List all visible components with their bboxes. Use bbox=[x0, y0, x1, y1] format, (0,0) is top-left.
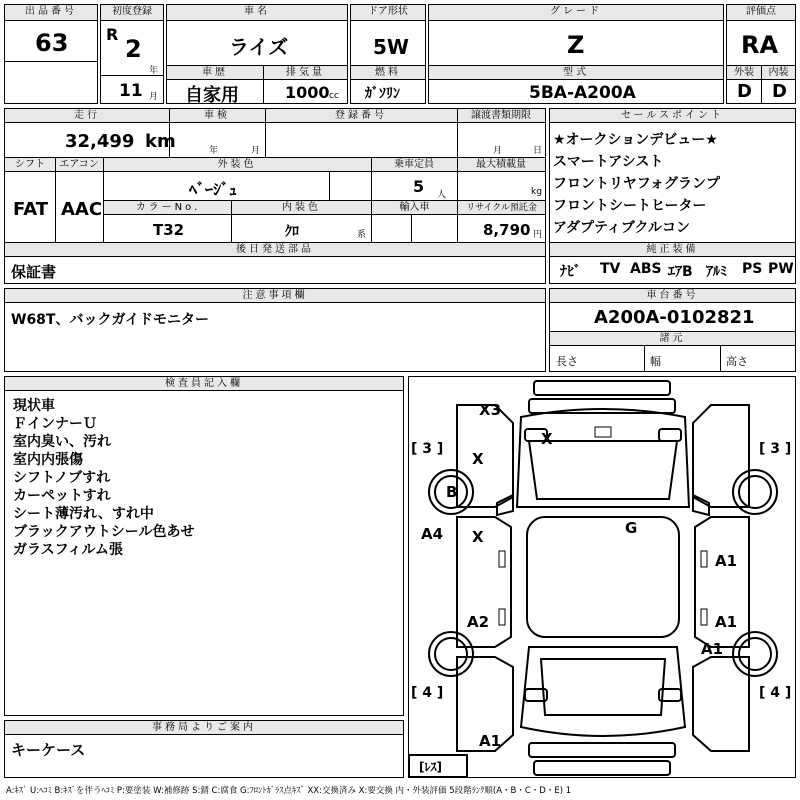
equipment-abs: ABS bbox=[630, 261, 662, 277]
chassis-number: A200A-0102821 bbox=[594, 307, 755, 328]
shipping-label: 後日発送部品 bbox=[5, 243, 545, 257]
damage-mark: A1 bbox=[715, 613, 738, 631]
damage-mark: A1 bbox=[701, 640, 724, 658]
damage-mark: X3 bbox=[479, 401, 502, 419]
damage-mark: X bbox=[472, 450, 484, 468]
notes-box bbox=[4, 288, 546, 372]
reg-no-label: 登録番号 bbox=[265, 109, 457, 123]
recycle-label: リサイクル預託金 bbox=[458, 201, 545, 215]
equipment-ps: PS bbox=[742, 261, 763, 277]
inspector-item: ガラスフィルム張 bbox=[13, 542, 123, 558]
selling-point: ★オークションデビュー★ bbox=[553, 132, 718, 148]
transfer-label: 譲渡書類期限 bbox=[457, 109, 545, 123]
selling-points-box bbox=[549, 108, 796, 284]
equipment-airbag: ｴｱB bbox=[668, 264, 693, 280]
model-label: 型式 bbox=[429, 66, 723, 80]
height-label: 高さ bbox=[726, 355, 748, 368]
tire-front-left: [ 3 ] bbox=[411, 441, 444, 457]
tire-rear-right: [ 4 ] bbox=[759, 685, 792, 701]
int-color: ｸﾛ bbox=[285, 224, 299, 240]
interior-label: 内装 bbox=[762, 66, 795, 80]
car-name: ライズ bbox=[229, 35, 289, 59]
office-text: キーケース bbox=[11, 741, 86, 759]
grade-label: グレード bbox=[429, 5, 723, 21]
tire-front-right: [ 3 ] bbox=[759, 441, 792, 457]
displacement-label: 排気量 bbox=[264, 66, 347, 80]
car-outline bbox=[409, 377, 797, 779]
damage-mark: X bbox=[472, 528, 484, 546]
spare-tire: [ﾚｽ] bbox=[419, 760, 442, 774]
door-box bbox=[350, 4, 426, 104]
displacement: 1000 bbox=[285, 83, 330, 102]
capacity: 5 bbox=[413, 177, 425, 196]
recycle-unit: 円 bbox=[533, 230, 543, 240]
model: 5BA-A200A bbox=[529, 83, 636, 103]
office-box bbox=[4, 720, 404, 778]
color-no: T32 bbox=[153, 221, 185, 239]
transfer-day-unit: 日 bbox=[533, 146, 543, 156]
damage-mark: X bbox=[541, 430, 553, 448]
inspector-label: 検査員記入欄 bbox=[5, 377, 403, 391]
ext-color: ﾍﾞｰｼﾞｭ bbox=[189, 180, 238, 199]
equipment-tv: TV bbox=[600, 261, 621, 277]
mileage-unit: km bbox=[145, 131, 176, 152]
damage-mark: A1 bbox=[479, 732, 502, 750]
shift: FAT bbox=[13, 199, 49, 220]
history: 自家用 bbox=[185, 85, 239, 106]
inspector-item: 室内臭い、汚れ bbox=[13, 434, 111, 450]
chassis-label: 車台番号 bbox=[550, 289, 795, 303]
max-load-unit: kg bbox=[531, 187, 542, 197]
damage-mark: A1 bbox=[715, 552, 738, 570]
capacity-unit: 人 bbox=[437, 190, 447, 200]
max-load-label: 最大積載量 bbox=[457, 158, 545, 172]
selling-point: フロントリヤフォグランプ bbox=[553, 176, 721, 192]
mileage: 32,499 bbox=[65, 131, 135, 152]
score-label: 評価点 bbox=[727, 5, 795, 21]
equipment-label: 純正装備 bbox=[550, 243, 795, 257]
grade: Z bbox=[567, 31, 585, 59]
ac-label: エアコン bbox=[55, 158, 103, 172]
reg-month: 11 bbox=[119, 81, 143, 101]
inspector-item: 室内内張傷 bbox=[13, 452, 83, 468]
width-label: 幅 bbox=[650, 355, 661, 368]
import-label: 輸入車 bbox=[372, 201, 457, 215]
shipping: 保証書 bbox=[11, 263, 57, 281]
lot-box bbox=[4, 4, 98, 104]
reg-year: 2 bbox=[125, 35, 142, 63]
transfer-month-unit: 月 bbox=[493, 146, 503, 156]
legend: A:ｷｽﾞ U:ﾍｺﾐ B:ｷｽﾞを伴うﾍｺﾐ P:要塗装 W:補修跡 S:錆 C:腐食 G:ﾌﾛﾝﾄｶﾞﾗｽ点ｷｽﾞ XX:交換済み X:要交換 内・外装評価 5段階ﾗﾝｸ順(A・B・C・D・E) 1 bbox=[6, 786, 572, 796]
chassis-box bbox=[549, 288, 796, 372]
first-registration-box bbox=[100, 4, 164, 104]
first-reg-label: 初度登録 bbox=[101, 5, 163, 21]
damage-mark: B bbox=[446, 483, 458, 501]
inspector-item: カーペットすれ bbox=[13, 488, 111, 504]
lot-number: 63 bbox=[35, 29, 69, 57]
details-box bbox=[4, 108, 546, 284]
office-label: 事務局よりご案内 bbox=[5, 721, 403, 735]
door-type: 5W bbox=[373, 35, 409, 59]
inspector-item: ＦインナーＵ bbox=[13, 416, 97, 432]
capacity-label: 乗車定員 bbox=[371, 158, 457, 172]
exterior-score: D bbox=[737, 81, 752, 102]
int-color-label: 内装色 bbox=[232, 201, 371, 215]
inspection-month-unit: 月 bbox=[251, 146, 261, 156]
int-color-unit: 系 bbox=[357, 230, 367, 240]
inspection-year-unit: 年 bbox=[209, 146, 219, 156]
car-name-box bbox=[166, 4, 348, 104]
notes-text: W68T、バックガイドモニター bbox=[11, 312, 210, 328]
car-diagram bbox=[408, 376, 796, 778]
equipment-pw: PW bbox=[768, 261, 794, 277]
ac: AAC bbox=[61, 199, 103, 220]
tire-rear-left: [ 4 ] bbox=[411, 685, 444, 701]
fuel: ｶﾞｿﾘﾝ bbox=[365, 86, 400, 102]
inspection-label: 車検 bbox=[169, 109, 265, 123]
damage-mark: A2 bbox=[467, 613, 490, 631]
inspector-item: ブラックアウトシール色あせ bbox=[13, 524, 195, 540]
exterior-label: 外装 bbox=[727, 66, 761, 80]
selling-points-label: セールスポイント bbox=[550, 109, 795, 123]
selling-point: アダプティブクルコン bbox=[553, 220, 691, 236]
ext-color-label: 外装色 bbox=[103, 158, 371, 172]
inspector-item: シート薄汚れ、すれ中 bbox=[13, 506, 154, 522]
inspector-item: シフトノブすれ bbox=[13, 470, 111, 486]
shift-label: シフト bbox=[5, 158, 55, 172]
notes-label: 注意事項欄 bbox=[5, 289, 545, 303]
displacement-unit: cc bbox=[329, 91, 339, 101]
era: R bbox=[106, 25, 119, 44]
damage-mark: G bbox=[625, 519, 638, 537]
equipment-alloy: ｱﾙﾐ bbox=[706, 264, 727, 280]
score-box bbox=[726, 4, 796, 104]
mileage-label: 走行 bbox=[5, 109, 169, 123]
score: RA bbox=[741, 31, 779, 59]
color-no-label: カラーNo. bbox=[104, 201, 232, 215]
interior-score: D bbox=[772, 81, 787, 102]
fuel-label: 燃料 bbox=[351, 66, 425, 80]
selling-point: スマートアシスト bbox=[553, 154, 664, 170]
year-unit: 年 bbox=[149, 66, 159, 76]
inspector-item: 現状車 bbox=[13, 398, 55, 414]
grade-box bbox=[428, 4, 724, 104]
selling-point: フロントシートヒーター bbox=[553, 198, 707, 214]
equipment-nav: ﾅﾋﾞ bbox=[560, 264, 581, 280]
door-label: ドア形状 bbox=[351, 5, 425, 21]
inspector-box bbox=[4, 376, 404, 716]
lot-label: 出品番号 bbox=[5, 5, 97, 21]
dims-label: 諸元 bbox=[550, 332, 795, 346]
history-label: 車歴 bbox=[167, 66, 263, 80]
month-unit: 月 bbox=[149, 92, 159, 102]
car-name-label: 車名 bbox=[167, 5, 347, 21]
length-label: 長さ bbox=[556, 355, 578, 368]
recycle: 8,790 bbox=[483, 221, 531, 239]
damage-mark: A4 bbox=[421, 525, 444, 543]
